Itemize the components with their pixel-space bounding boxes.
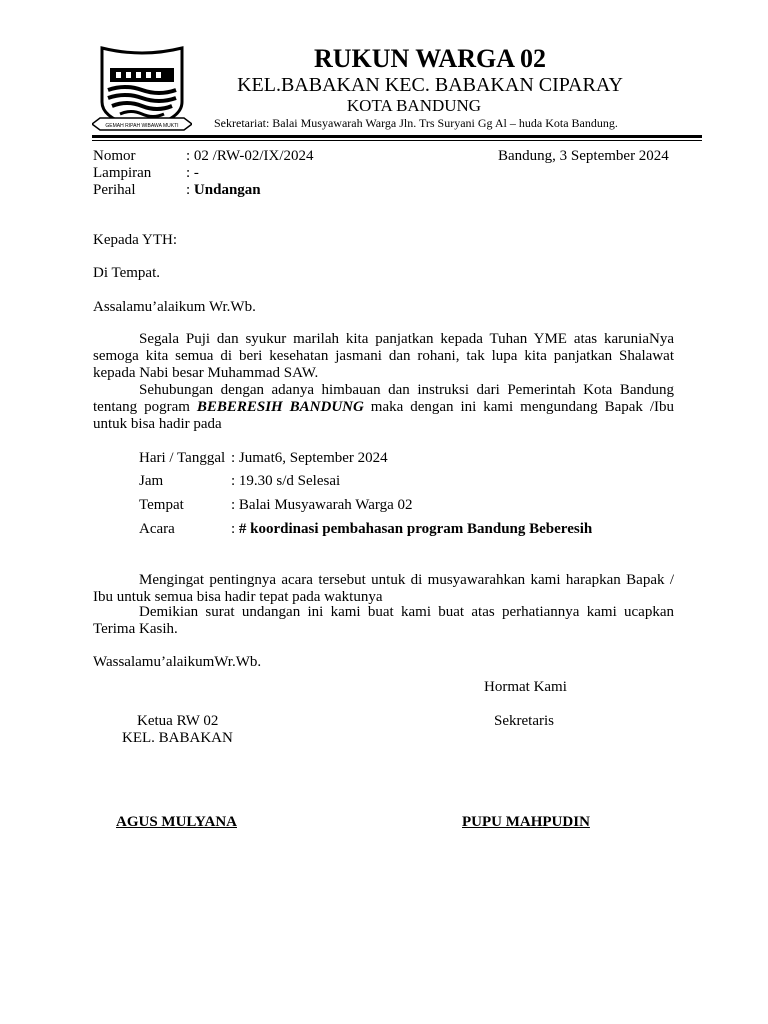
org-city: KOTA BANDUNG — [346, 96, 482, 115]
paragraph-1: Segala Puji dan syukur marilah kita panjatkan kepada Tuhan YME atas karuniaNya semoga kita semua di beri kesehatan jasmani dan rohani, tak lupa kita panjatkan Shalawat kepada Nabi besar Muhammad SAW. — [93, 331, 674, 381]
jam-label: Jam — [139, 473, 164, 489]
perihal-value: : Undangan — [186, 182, 261, 198]
acara-value: : # koordinasi pembahasan program Bandung Beberesih — [231, 521, 593, 537]
acara-label: Acara — [139, 521, 175, 537]
perihal-label: Perihal — [93, 182, 136, 198]
hari-label: Hari / Tanggal — [139, 450, 226, 466]
nomor-value: : 02 /RW-02/IX/2024 — [186, 148, 314, 164]
lampiran-label: Lampiran — [93, 165, 152, 181]
sekretaris-title: Sekretaris — [494, 713, 554, 729]
recipient-line: Kepada YTH: — [93, 232, 177, 248]
lampiran-value: : - — [186, 165, 199, 181]
closing-greeting: Wassalamu’alaikumWr.Wb. — [93, 654, 262, 670]
tempat-value: : Balai Musyawarah Warga 02 — [231, 497, 413, 513]
place-line: Di Tempat. — [93, 265, 160, 281]
paragraph-2: Sehubungan dengan adanya himbauan dan instruksi dari Pemerintah Kota Bandung tentang pogram BEBERESIH BANDUNG maka dengan ini kami mengundang Bapak /Ibu untuk bisa hadir pada — [93, 382, 674, 432]
ketua-name: AGUS MULYANA — [116, 814, 237, 830]
paragraph-4: Demikian surat undangan ini kami buat kami buat atas perhatiannya kami ucapkan Terima Kasih. — [93, 604, 674, 637]
jam-value: : 19.30 s/d Selesai — [231, 473, 341, 489]
hari-value: : Jumat6, September 2024 — [231, 450, 388, 466]
tempat-label: Tempat — [139, 497, 184, 513]
sekretariat-address: Sekretariat: Balai Musyawarah Warga Jln. Trs Suryani Gg Al – huda Kota Bandung. — [214, 116, 618, 130]
sekretaris-name: PUPU MAHPUDIN — [462, 814, 590, 830]
header-rule-thin — [92, 140, 702, 141]
ketua-title: Ketua RW 02 — [137, 713, 219, 729]
logo-motto: GEMAH RIPAH WIBAWA MUKTI — [105, 123, 179, 129]
paragraph-3: Mengingat pentingnya acara tersebut untuk di musyawarahkan kami harapkan Bapak / Ibu untuk semua bisa hadir tepat pada waktunya — [93, 572, 674, 605]
greeting: Assalamu’alaikum Wr.Wb. — [93, 299, 256, 315]
hormat-kami: Hormat Kami — [484, 679, 567, 695]
org-subtitle: KEL.BABAKAN KEC. BABAKAN CIPARAY — [237, 74, 623, 96]
letter-date: Bandung, 3 September 2024 — [498, 148, 669, 164]
header-rule-thick — [92, 135, 702, 138]
nomor-label: Nomor — [93, 148, 136, 164]
org-title: RUKUN WARGA 02 — [313, 44, 547, 73]
ketua-kelurahan: KEL. BABAKAN — [122, 730, 233, 746]
